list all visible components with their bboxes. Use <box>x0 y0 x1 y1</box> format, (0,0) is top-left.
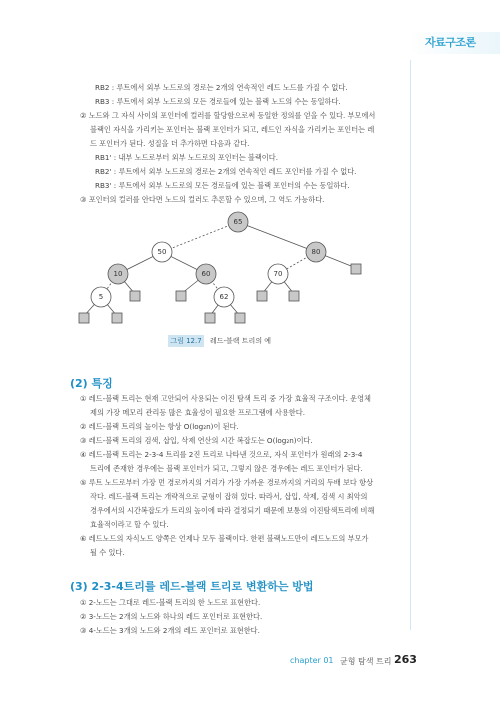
tree-node-label: 80 <box>311 248 321 256</box>
conversion-line: ② 3-노드는 2개의 노드와 하나의 레드 포인터로 표현한다. <box>80 612 263 621</box>
feature-line: 제의 가장 메모리 관리등 많은 효율성이 필요한 프로그램에 사용한다. <box>90 408 305 417</box>
tree-edge <box>162 222 238 252</box>
tree-leaf <box>130 291 140 301</box>
intro-line-item2-b: 블랙인 자식을 가리키는 포인터는 블랙 포인터가 되고, 레드인 자식을 가리키는 포인터는 레 <box>90 125 375 134</box>
feature-line: 효율적이라고 할 수 있다. <box>90 520 169 529</box>
intro-line-item2-c: 드 포인터가 된다. 성질을 더 추가하면 다음과 같다. <box>90 139 250 148</box>
tree-node-label: 70 <box>273 270 283 278</box>
feature-line: ① 레드-블랙 트리는 현재 고안되어 사용되는 이진 탐색 트리 중 가장 효율적 구조이다. 운영체 <box>80 394 371 403</box>
feature-line: 작다. 레드-블랙 트리는 개략적으로 균형이 잡혀 있다. 따라서, 삽입, 삭제, 검색 시 최악의 <box>90 492 368 501</box>
tree-node-label: 50 <box>157 248 167 256</box>
tree-leaf <box>79 313 89 323</box>
feature-line: ② 레드-블랙 트리의 높이는 항상 O(log₂n)이 된다. <box>80 422 239 431</box>
intro-line-rb3p: RB3' : 루트에서 외부 노드로의 모든 경로들에 있는 블랙 포인터의 수는 동일하다. <box>95 181 350 190</box>
footer-chapter: chapter 01 <box>290 656 334 665</box>
conversion-line: ③ 4-노드는 3개의 노드와 2개의 레드 포인터로 표현한다. <box>80 626 260 635</box>
page-number: 263 <box>394 653 417 666</box>
section-heading-conversion: (3) 2-3-4트리를 레드-블랙 트리로 변환하는 방법 <box>70 580 314 593</box>
intro-line-rb1p: RB1' : 내부 노드로부터 외부 노드로의 포인터는 블랙이다. <box>95 153 278 162</box>
feature-line: ⑥ 레드노드의 자식노드 양쪽은 언제나 모두 블랙이다. 한편 블랙노드만이 레드노드의 부모가 <box>80 534 369 543</box>
tree-node-label: 10 <box>113 270 123 278</box>
intro-line-item3: ③ 포인터의 컬러를 안다면 노드의 컬러도 추론할 수 있으며, 그 역도 가능하다. <box>80 195 325 204</box>
figure-caption-text: 레드-블랙 트리의 예 <box>210 337 272 345</box>
tree-leaf <box>176 291 186 301</box>
tree-leaf <box>351 264 361 274</box>
tree-node-label: 65 <box>233 218 243 226</box>
tree-node-label: 62 <box>219 293 229 301</box>
feature-line: 트리에 존재한 경우에는 블랙 포인터가 되고, 그렇지 않은 경우에는 레드 포인터가 된다. <box>90 464 363 473</box>
tree-leaf <box>289 291 299 301</box>
tree-edge <box>238 222 316 252</box>
tree-leaf <box>235 313 245 323</box>
feature-line: ⑤ 루트 노드로부터 가장 먼 경로까지의 거리가 가장 가까운 경로까지의 거리의 두배 보다 항상 <box>80 478 374 487</box>
intro-line-rb3: RB3 : 루트에서 외부 노드로의 모든 경로들에 있는 블랙 노드의 수는 동일하다. <box>95 97 341 106</box>
feature-line: 경우에서의 시간복잡도가 트리의 높이에 따라 결정되기 때문에 보통의 이진탐색트리에 비해 <box>90 506 375 515</box>
feature-line: 될 수 있다. <box>90 548 125 557</box>
feature-line: ③ 레드-블랙 트리의 검색, 삽입, 삭제 연산의 시간 복잡도는 O(log₂n)이다. <box>80 436 313 445</box>
conversion-line: ① 2-노드는 그대로 레드-블랙 트리의 한 노드로 표현한다. <box>80 598 261 607</box>
tree-node-label: 60 <box>201 270 211 278</box>
feature-line: ④ 레드-블랙 트리는 2-3-4 트리를 2진 트리로 나타낸 것으로, 자식 포인터가 원래의 2-3-4 <box>80 450 363 459</box>
section-tab-label: 자료구조론 <box>425 36 476 49</box>
tree-leaf <box>257 291 267 301</box>
tree-leaf <box>112 313 122 323</box>
footer-title: 균형 탐색 트리 <box>340 657 392 666</box>
intro-line-rb2: RB2 : 루트에서 외부 노드로의 경로는 2개의 연속적인 레드 노드를 가질 수 없다. <box>95 83 348 92</box>
intro-line-item2-a: ② 노드와 그 자식 사이의 포인터에 컬러를 할당함으로써 동일한 정의를 얻을 수 있다. 부모에서 <box>80 111 376 120</box>
section-heading-features: (2) 특징 <box>70 377 113 390</box>
figure-caption-label: 그림 12.7 <box>168 335 204 347</box>
tree-leaf <box>205 313 215 323</box>
intro-line-rb2p: RB2' : 루트에서 외부 노드로의 경로는 2개의 연속적인 레드 포인터를 가질 수 없다. <box>95 167 357 176</box>
tree-node-label: 5 <box>98 293 104 301</box>
